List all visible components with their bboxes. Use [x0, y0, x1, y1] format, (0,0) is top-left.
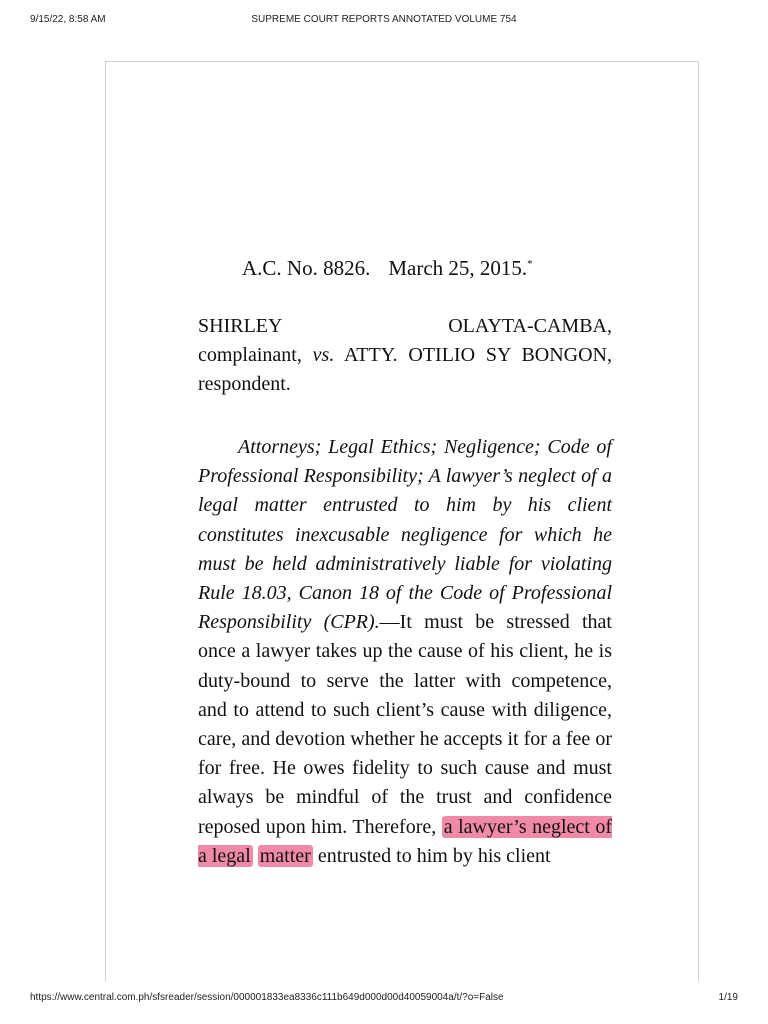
highlighted-text-2[interactable]: matter [259, 844, 311, 867]
print-header [30, 14, 738, 28]
page-counter: 1/19 [718, 992, 738, 1003]
complainant-first-name: SHIRLEY [198, 315, 283, 337]
print-datetime: 9/15/22, 8:58 AM [30, 14, 106, 25]
case-heading [242, 256, 533, 281]
respondent-text: ATTY. OTILIO SY BONGON, respondent. [198, 344, 612, 396]
document-page [105, 61, 699, 981]
case-number: A.C. No. 8826. [242, 256, 371, 280]
case-date: March 25, 2015. [388, 256, 528, 280]
syllabus-headnote: Attorneys; Legal Ethics; Negligence; Code of Professional Responsibility; A lawyer’s neglect of a legal matter entrusted to him by his client constitutes inexcusable negligence for which he must be held administratively liable for violating Rule 18.03, Canon 18 of the Code of Professional Responsibility (CPR). [198, 436, 612, 634]
print-url[interactable]: https://www.central.com.ph/sfsreader/session/000001833ea8336c111b649d000d00d40059004a/t/?o=False [30, 992, 504, 1003]
syllabus-text [198, 433, 612, 871]
syllabus-body-continued: entrusted to him by his client [312, 844, 551, 867]
print-footer [30, 992, 738, 1006]
print-title: SUPREME COURT REPORTS ANNOTATED VOLUME 754 [251, 14, 517, 25]
case-parties [198, 312, 612, 400]
complainant-role: complainant, [198, 344, 313, 367]
complainant-surname: OLAYTA-CAMBA, [448, 315, 612, 337]
syllabus-body: —It must be stressed that once a lawyer takes up the cause of his client, he is duty-bound to serve the latter with competence, and to attend to such client’s cause with diligence, care, and devotion whether he accepts it for a fee or for free. He owes fidelity to such cause and must always be mindful of the trust and confidence reposed upon him. Therefore, [198, 611, 612, 838]
versus-label: vs. [312, 344, 335, 367]
footnote-mark[interactable]: * [527, 258, 533, 270]
highlighted-text-1[interactable]: a lawyer’s neglect of a legal [198, 815, 613, 867]
